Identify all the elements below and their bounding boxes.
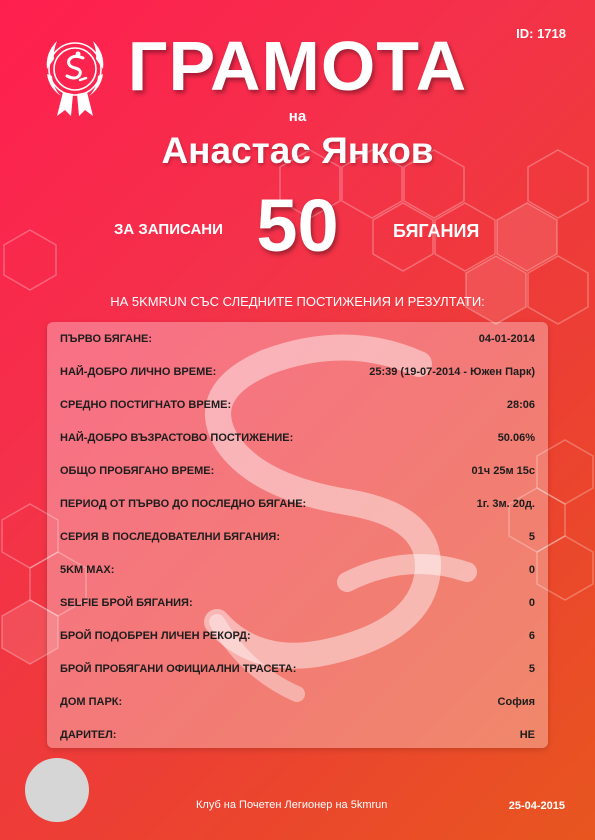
stat-row-personal-best xyxy=(47,355,548,388)
stat-row-official-courses xyxy=(47,652,548,685)
stat-label: 5KM MAX: xyxy=(60,563,115,576)
stats-list xyxy=(47,322,548,748)
stat-label: СРЕДНО ПОСТИГНАТО ВРЕМЕ: xyxy=(60,398,232,411)
stat-label: БРОЙ ПОДОБРЕН ЛИЧЕН РЕКОРД: xyxy=(60,629,251,642)
stat-value: 0 xyxy=(528,563,535,576)
runs-count: 50 xyxy=(256,184,339,267)
certificate-id: ID: 1718 xyxy=(516,26,566,41)
stat-row-5km-max xyxy=(47,553,548,586)
stat-value: София xyxy=(497,695,535,708)
user-avatar-placeholder xyxy=(25,758,89,822)
stat-label: СЕРИЯ В ПОСЛЕДОВАТЕЛНИ БЯГАНИЯ: xyxy=(60,530,280,543)
stat-value: НЕ xyxy=(519,728,535,741)
stat-value: 1г. 3м. 20д. xyxy=(476,497,535,510)
title-preposition: на xyxy=(288,108,307,125)
stats-panel xyxy=(47,322,548,748)
stat-label: БРОЙ ПРОБЯГАНИ ОФИЦИАЛНИ ТРАСЕТА: xyxy=(60,662,297,675)
certificate-title: ГРАМОТА xyxy=(127,27,468,105)
stat-value: 0 xyxy=(528,596,535,609)
stat-value: 50.06% xyxy=(497,431,535,444)
stat-row-period xyxy=(47,487,548,520)
stat-value: 6 xyxy=(528,629,535,642)
runs-prefix: ЗА ЗАПИСАНИ xyxy=(114,221,223,238)
runs-suffix: БЯГАНИЯ xyxy=(393,221,480,241)
achievements-subtitle: НА 5KMRUN СЪС СЛЕДНИТЕ ПОСТИЖЕНИЯ И РЕЗУЛТАТИ: xyxy=(110,294,485,309)
stat-label: НАЙ-ДОБРО ВЪЗРАСТОВО ПОСТИЖЕНИЕ: xyxy=(60,431,294,444)
stat-row-age-grade xyxy=(47,421,548,454)
stat-row-average-time xyxy=(47,388,548,421)
stat-value: 5 xyxy=(528,662,535,675)
stat-label: ОБЩО ПРОБЯГАНО ВРЕМЕ: xyxy=(60,464,215,477)
stat-row-donor xyxy=(47,718,548,748)
stat-row-first-run xyxy=(47,322,548,355)
club-name: Клуб на Почетен Легионер на 5kmrun xyxy=(196,799,388,811)
stat-row-pb-count xyxy=(47,619,548,652)
stat-value: 5 xyxy=(528,530,535,543)
stat-label: ДАРИТЕЛ: xyxy=(60,728,117,741)
stat-value: 04-01-2014 xyxy=(478,332,535,345)
stat-value: 28:06 xyxy=(506,398,535,411)
stat-label: SELFIE БРОЙ БЯГАНИЯ: xyxy=(60,596,193,609)
stat-row-streak xyxy=(47,520,548,553)
stat-row-selfie-runs xyxy=(47,586,548,619)
stat-label: НАЙ-ДОБРО ЛИЧНО ВРЕМЕ: xyxy=(60,365,217,378)
stat-label: ДОМ ПАРК: xyxy=(60,695,123,708)
runner-name: Анастас Янков xyxy=(161,130,434,171)
stat-value: 01ч 25м 15с xyxy=(471,464,535,477)
stat-label: ПЕРИОД ОТ ПЪРВО ДО ПОСЛЕДНО БЯГАНЕ: xyxy=(60,497,307,510)
stat-row-total-time xyxy=(47,454,548,487)
stat-label: ПЪРВО БЯГАНЕ: xyxy=(60,332,153,345)
stat-value: 25:39 (19-07-2014 - Южен Парк) xyxy=(369,365,535,378)
issue-date: 25-04-2015 xyxy=(508,800,565,812)
stat-row-home-park xyxy=(47,685,548,718)
